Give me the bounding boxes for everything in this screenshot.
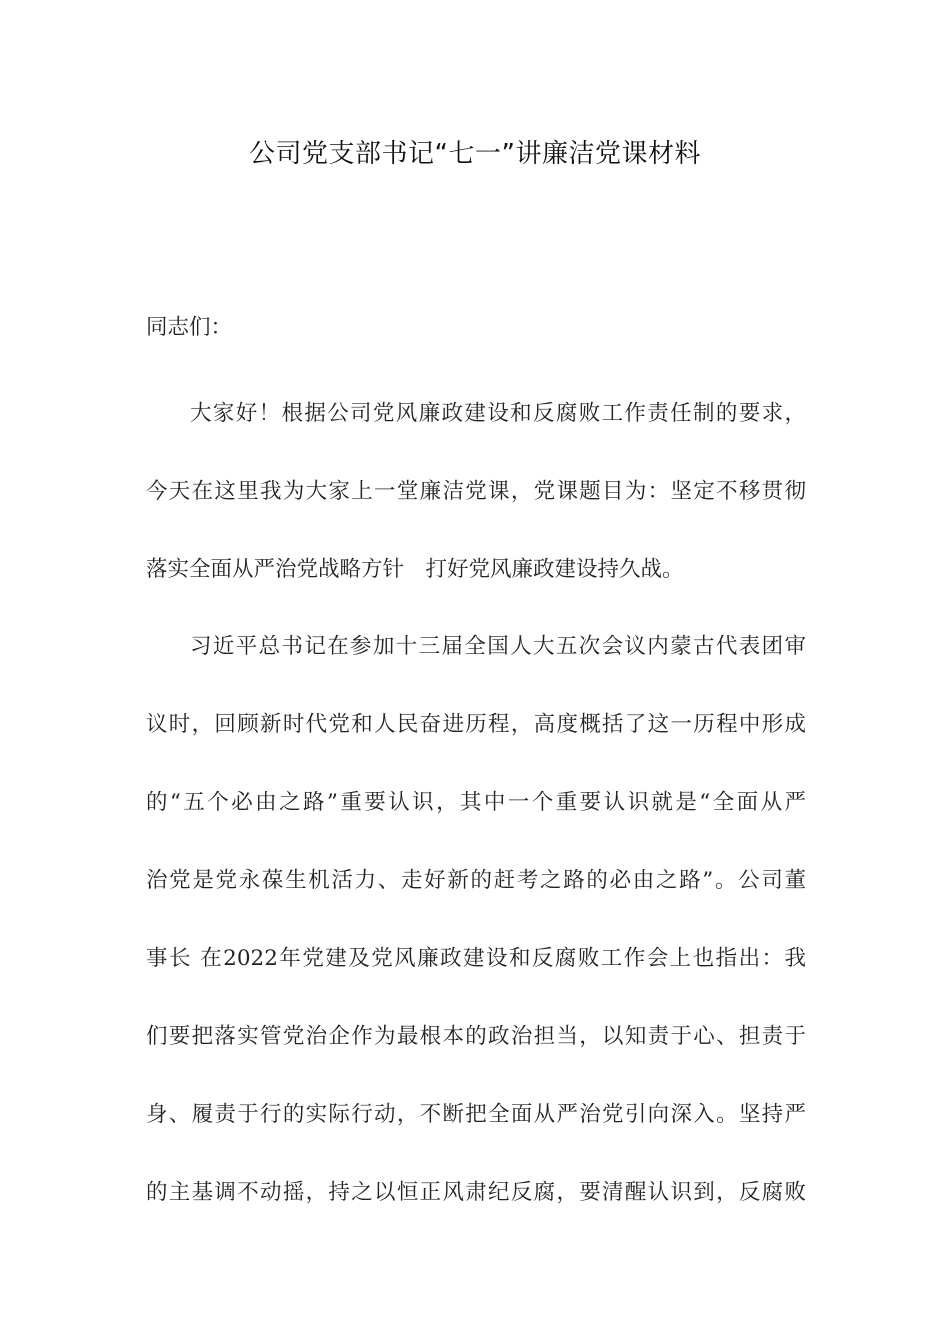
paragraph-2-line: 习近平总书记在参加十三届全国人大五次会议内蒙古代表团审 — [190, 634, 806, 659]
paragraph-2-line: 身、履责于行的实际行动，不断把全面从严治党引向深入。坚持严 — [146, 1102, 806, 1127]
greeting: 同志们： — [146, 315, 233, 340]
paragraph-1-line: 落实全面从严治党战略方针 打好党风廉政建设持久战。 — [146, 557, 684, 582]
paragraph-2-line: 的“五个必由之路”重要认识，其中一个重要认识就是“全面从严 — [146, 790, 806, 815]
document-title: 公司党支部书记“七一”讲廉洁党课材料 — [249, 139, 701, 169]
paragraph-2-line: 事长 在2022年党建及党风廉政建设和反腐败工作会上也指出：我 — [146, 946, 806, 971]
paragraph-2 — [146, 608, 806, 1232]
paragraph-1-line: 今天在这里我为大家上一堂廉洁党课，党课题目为：坚定不移贯彻 — [146, 479, 806, 504]
paragraph-2-line: 们要把落实管党治企作为最根本的政治担当，以知责于心、担责于 — [146, 1024, 806, 1049]
paragraph-2-line: 议时，回顾新时代党和人民奋进历程，高度概括了这一历程中形成 — [146, 712, 806, 737]
paragraph-2-line: 的主基调不动摇，持之以恒正风肃纪反腐，要清醒认识到，反腐败 — [146, 1180, 806, 1205]
paragraph-1-line: 大家好！根据公司党风廉政建设和反腐败工作责任制的要求， — [190, 401, 806, 426]
paragraph-2-line: 治党是党永葆生机活力、走好新的赶考之路的必由之路”。公司董 — [146, 868, 806, 893]
paragraph-1 — [146, 375, 806, 609]
